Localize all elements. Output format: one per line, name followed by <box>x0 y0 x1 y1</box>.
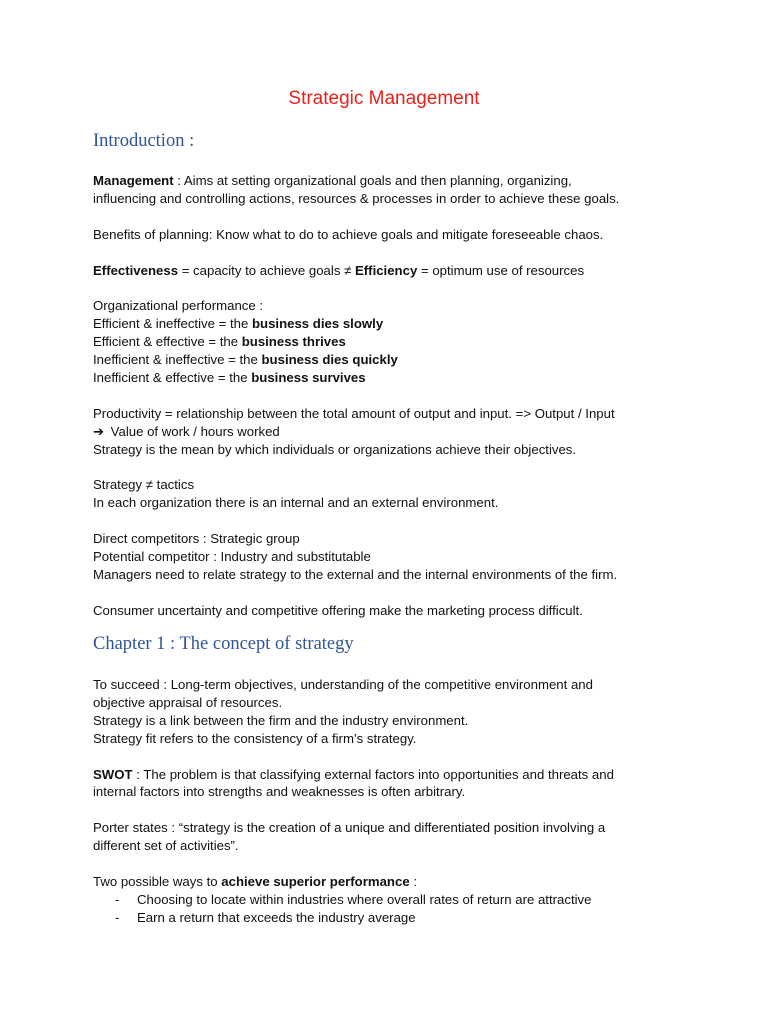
efficiency-text: = optimum use of resources <box>417 262 585 278</box>
performance-text: Efficient & effective = the <box>93 334 242 350</box>
swot-paragraph <box>93 766 693 802</box>
strategy-tactics: Strategy ≠ tactics <box>93 477 195 493</box>
chapter-1-body <box>93 676 693 927</box>
efficiency-label: Efficiency <box>354 262 418 278</box>
strategy-mean: Strategy is the mean by which individuals or organizations achieve their objectives. <box>93 441 577 457</box>
performance-text: Inefficient & ineffective = the <box>93 352 262 368</box>
list-item-text: Choosing to locate within industries where overall rates of return are attractive <box>137 891 592 907</box>
arrow-right-icon: ➔ <box>93 423 105 439</box>
effectiveness-text: = capacity to achieve goals ≠ <box>178 262 355 278</box>
performance-text: Efficient & ineffective = the <box>93 316 252 332</box>
page-title: Strategic Management <box>288 88 480 109</box>
succeed-text-1: To succeed : Long-term objectives, understanding of the competitive environment and <box>93 677 593 692</box>
performance-line <box>93 333 693 351</box>
effectiveness-label: Effectiveness <box>93 262 179 278</box>
section-heading-introduction: Introduction : <box>93 131 195 151</box>
productivity-arrow-line <box>93 423 693 441</box>
management-label: Management <box>93 173 174 188</box>
management-text-2: influencing and controlling actions, resources & processes in order to achieve these goals. <box>93 190 620 206</box>
ways-bold: achieve superior performance <box>221 873 410 889</box>
environment-line: In each organization there is an internal and an external environment. <box>93 495 499 511</box>
management-text-1: : Aims at setting organizational goals and then planning, organizing, <box>173 173 572 188</box>
dash-bullet-icon: - <box>115 891 120 907</box>
managers-line: Managers need to relate strategy to the external and the internal environments of the firm. <box>93 566 618 582</box>
management-paragraph <box>93 172 693 208</box>
porter-text-2: different set of activities”. <box>93 838 239 854</box>
list-item <box>93 891 693 909</box>
potential-competitor: Potential competitor : Industry and substitutable <box>93 548 371 564</box>
dash-bullet-icon: - <box>115 909 120 925</box>
ways-post: : <box>409 873 417 889</box>
section-heading-chapter-1: Chapter 1 : The concept of strategy <box>93 634 354 654</box>
performance-text: Inefficient & effective = the <box>93 369 252 385</box>
performance-outcome: business survives <box>251 369 366 385</box>
porter-text-1: Porter states : “strategy is the creation of a unique and differentiated position involving a <box>93 820 606 836</box>
performance-outcome: business dies slowly <box>251 316 384 332</box>
ways-pre: Two possible ways to <box>93 873 222 889</box>
performance-line <box>93 351 693 369</box>
performance-outcome: business thrives <box>241 334 346 350</box>
direct-competitors: Direct competitors : Strategic group <box>93 531 300 547</box>
swot-label: SWOT <box>93 766 133 782</box>
swot-text-1: : The problem is that classifying external factors into opportunities and threats and <box>132 766 614 782</box>
porter-paragraph <box>93 819 693 855</box>
swot-text-2: internal factors into strengths and weaknesses is often arbitrary. <box>93 784 466 800</box>
performance-heading: Organizational performance : <box>93 298 264 314</box>
effectiveness-paragraph <box>93 262 693 280</box>
list-item-text: Earn a return that exceeds the industry average <box>137 909 416 925</box>
performance-line <box>93 315 693 333</box>
ways-heading <box>93 873 693 891</box>
performance-outcome: business dies quickly <box>261 352 398 368</box>
strategy-fit: Strategy fit refers to the consistency of a firm’s strategy. <box>93 730 417 746</box>
succeed-paragraph <box>93 676 693 712</box>
benefits-paragraph: Benefits of planning: Know what to do to achieve goals and mitigate foreseeable chaos. <box>93 226 604 242</box>
introduction-body <box>93 172 693 620</box>
strategy-link: Strategy is a link between the firm and the industry environment. <box>93 712 469 728</box>
performance-line <box>93 369 693 387</box>
list-item <box>93 909 693 927</box>
consumer-line: Consumer uncertainty and competitive offering make the marketing process difficult. <box>93 602 583 618</box>
succeed-text-2: objective appraisal of resources. <box>93 694 283 710</box>
productivity-paragraph: Productivity = relationship between the total amount of output and input. => Output / Input <box>93 405 615 421</box>
productivity-value: Value of work / hours worked <box>110 423 280 439</box>
ways-list <box>93 891 693 927</box>
